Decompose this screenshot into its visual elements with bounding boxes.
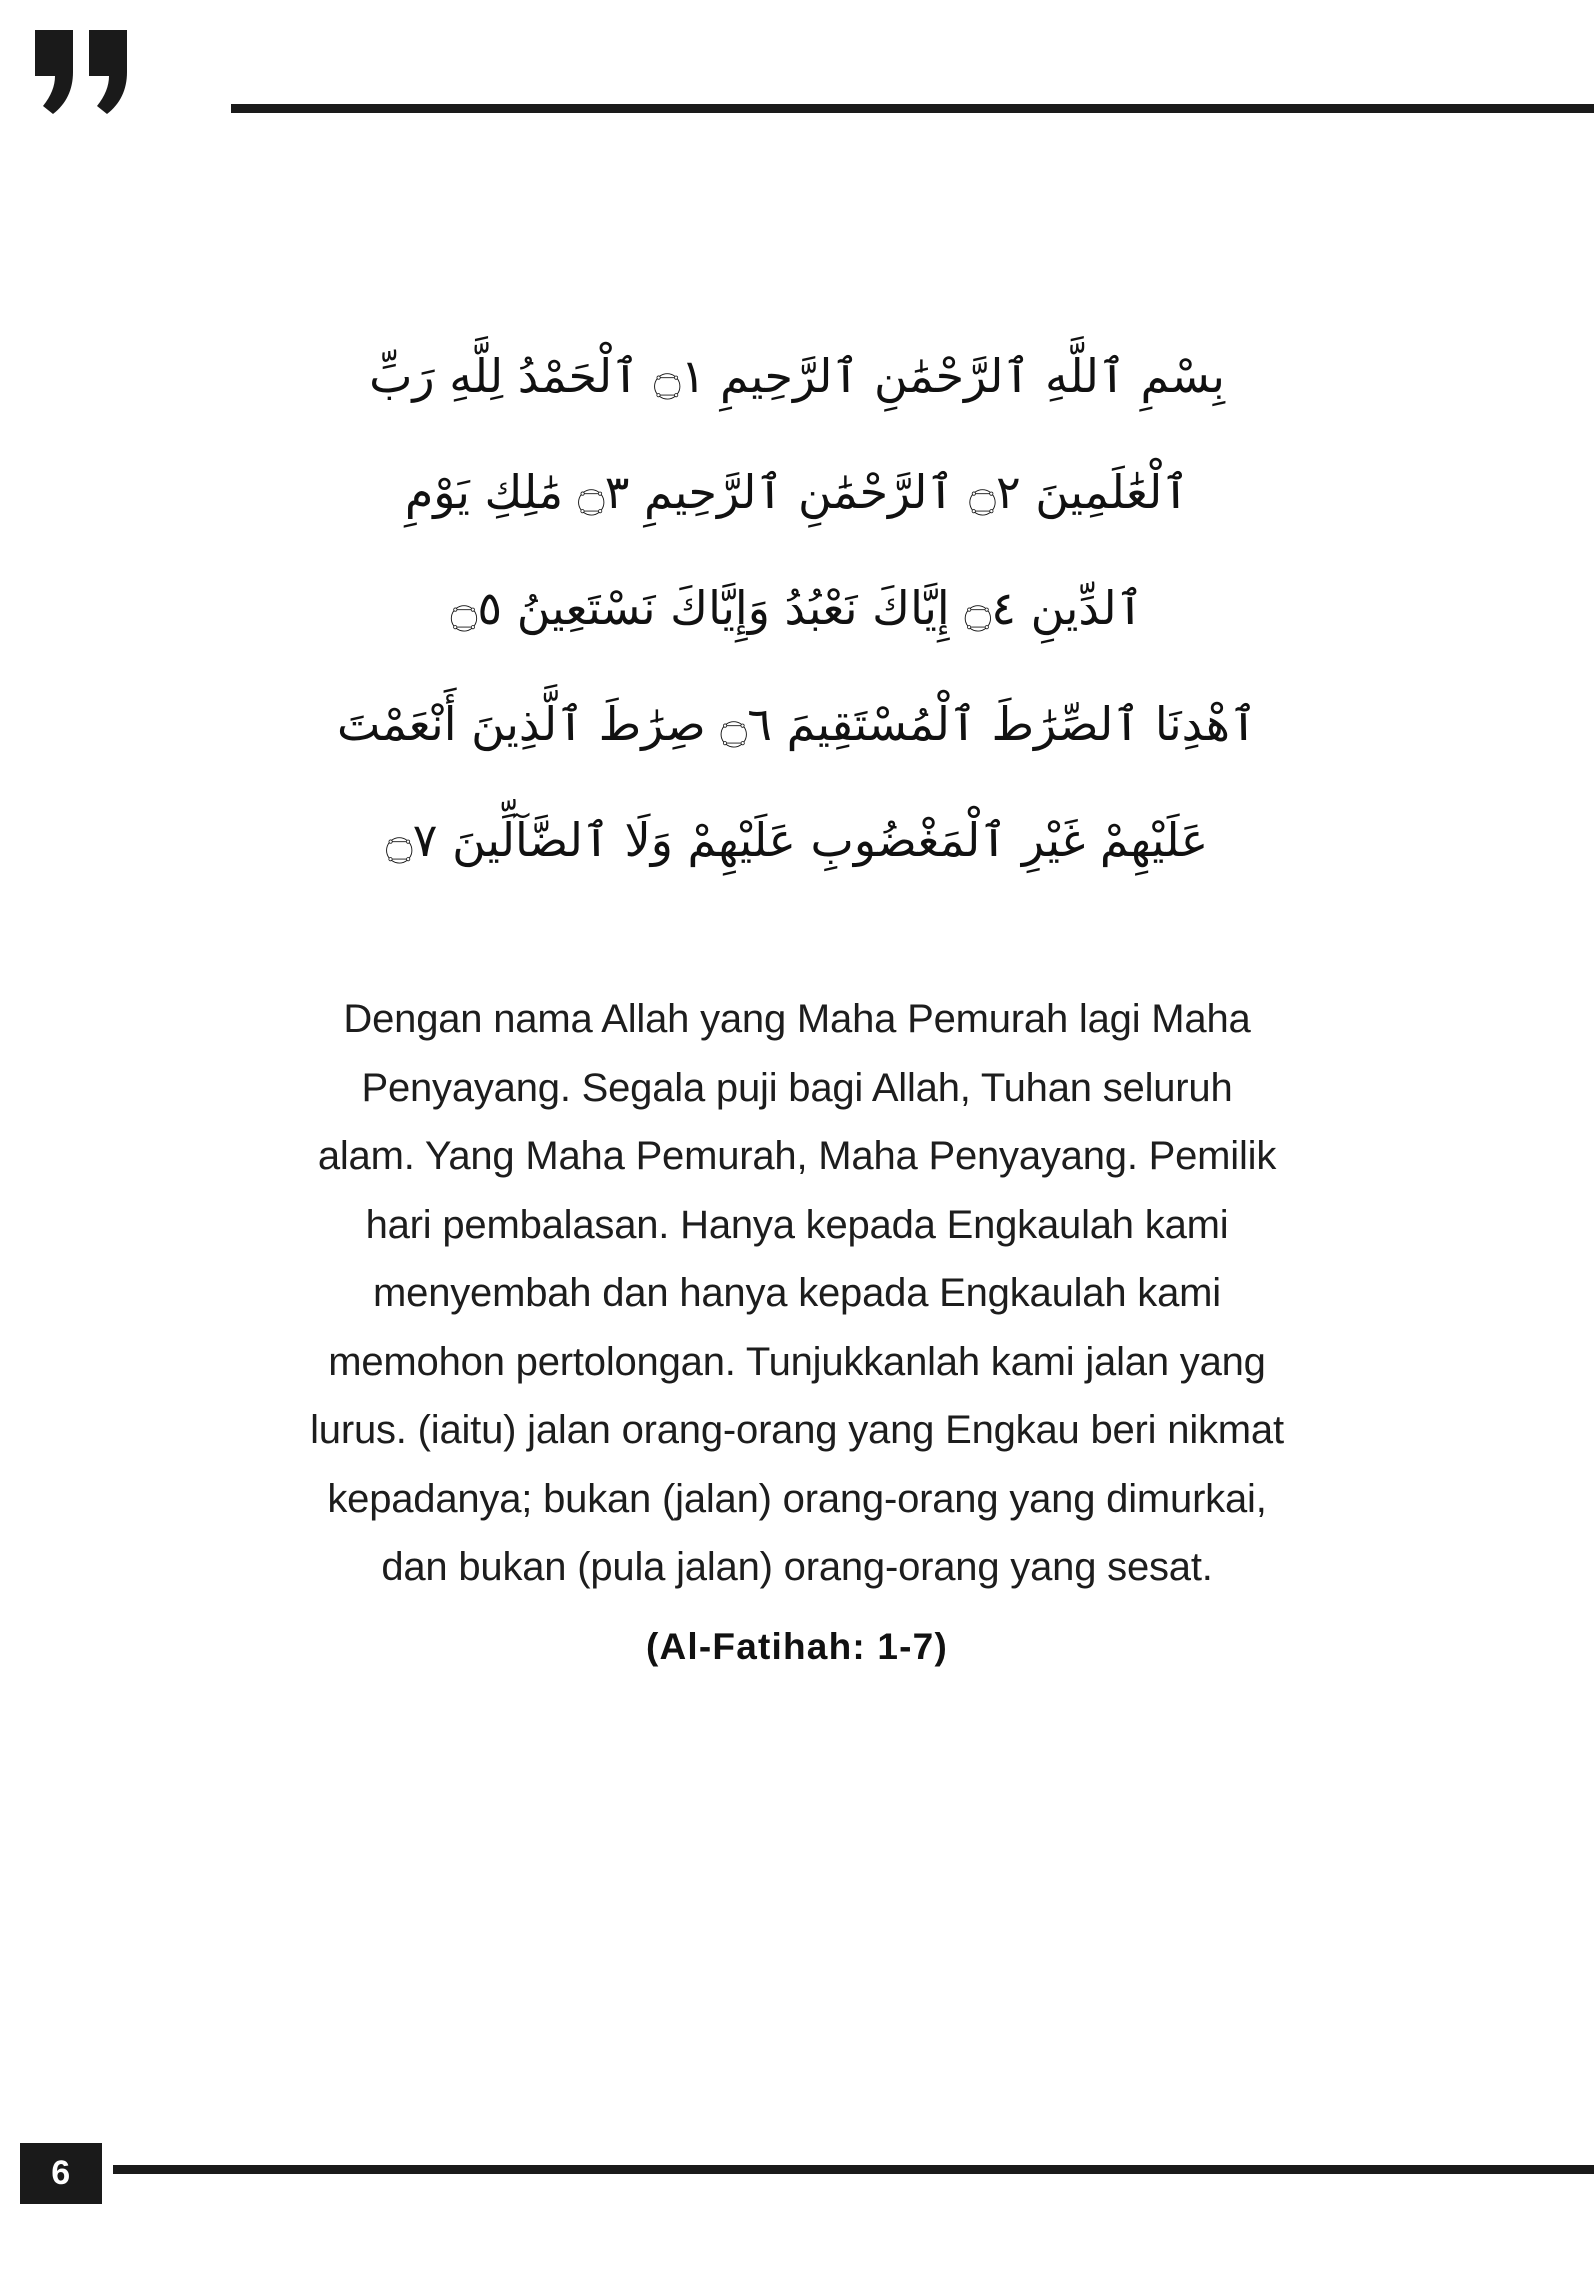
translation-line: dan bukan (pula jalan) orang-orang yang sesat.: [381, 1545, 1213, 1589]
double-quote-icon: [33, 28, 133, 116]
scripture-line: ٱلدِّينِ ۝٤ إِيَّاكَ نَعْبُدُ وَإِيَّاكَ نَسْتَعِينُ ۝٥: [450, 581, 1144, 635]
scripture-arabic-block: [150, 318, 1444, 898]
translation-line: alam. Yang Maha Pemurah, Maha Penyayang. Pemilik: [317, 1134, 1277, 1178]
page-number-badge: 6: [20, 2143, 102, 2204]
translation-block: [228, 985, 1366, 1602]
translation-line: Dengan nama Allah yang Maha Pemurah lagi Maha: [343, 997, 1251, 1041]
translation-line: lurus. (iaitu) jalan orang-orang yang Engkau beri nikmat: [310, 1408, 1284, 1452]
header-divider-rule: [231, 104, 1594, 113]
translation-line: menyembah dan hanya kepada Engkaulah kami: [373, 1271, 1221, 1315]
scripture-line: ٱلْعَٰلَمِينَ ۝٢ ٱلرَّحْمَٰنِ ٱلرَّحِيمِ ۝٣ مَٰلِكِ يَوْمِ: [404, 465, 1190, 519]
footer-divider-rule: [113, 2165, 1594, 2174]
source-citation: (Al-Fatihah: 1-7): [645, 1626, 948, 1667]
translation-line: memohon pertolongan. Tunjukkanlah kami jalan yang: [328, 1339, 1266, 1384]
translation-line: kepadanya; bukan (jalan) orang-orang yang dimurkai,: [327, 1476, 1267, 1521]
scripture-line: عَلَيْهِمْ غَيْرِ ٱلْمَغْضُوبِ عَلَيْهِمْ وَلَا ٱلضَّآلِّينَ ۝٧: [385, 813, 1209, 867]
scripture-line: بِسْمِ ٱللَّهِ ٱلرَّحْمَٰنِ ٱلرَّحِيمِ ۝١ ٱلْحَمْدُ لِلَّهِ رَبِّ: [369, 349, 1225, 403]
scripture-line: ٱهْدِنَا ٱلصِّرَٰطَ ٱلْمُسْتَقِيمَ ۝٦ صِرَٰطَ ٱلَّذِينَ أَنْعَمْتَ: [336, 697, 1258, 751]
translation-line: Penyayang. Segala puji bagi Allah, Tuhan seluruh: [361, 1065, 1233, 1110]
translation-line: hari pembalasan. Hanya kepada Engkaulah kami: [365, 1202, 1229, 1247]
